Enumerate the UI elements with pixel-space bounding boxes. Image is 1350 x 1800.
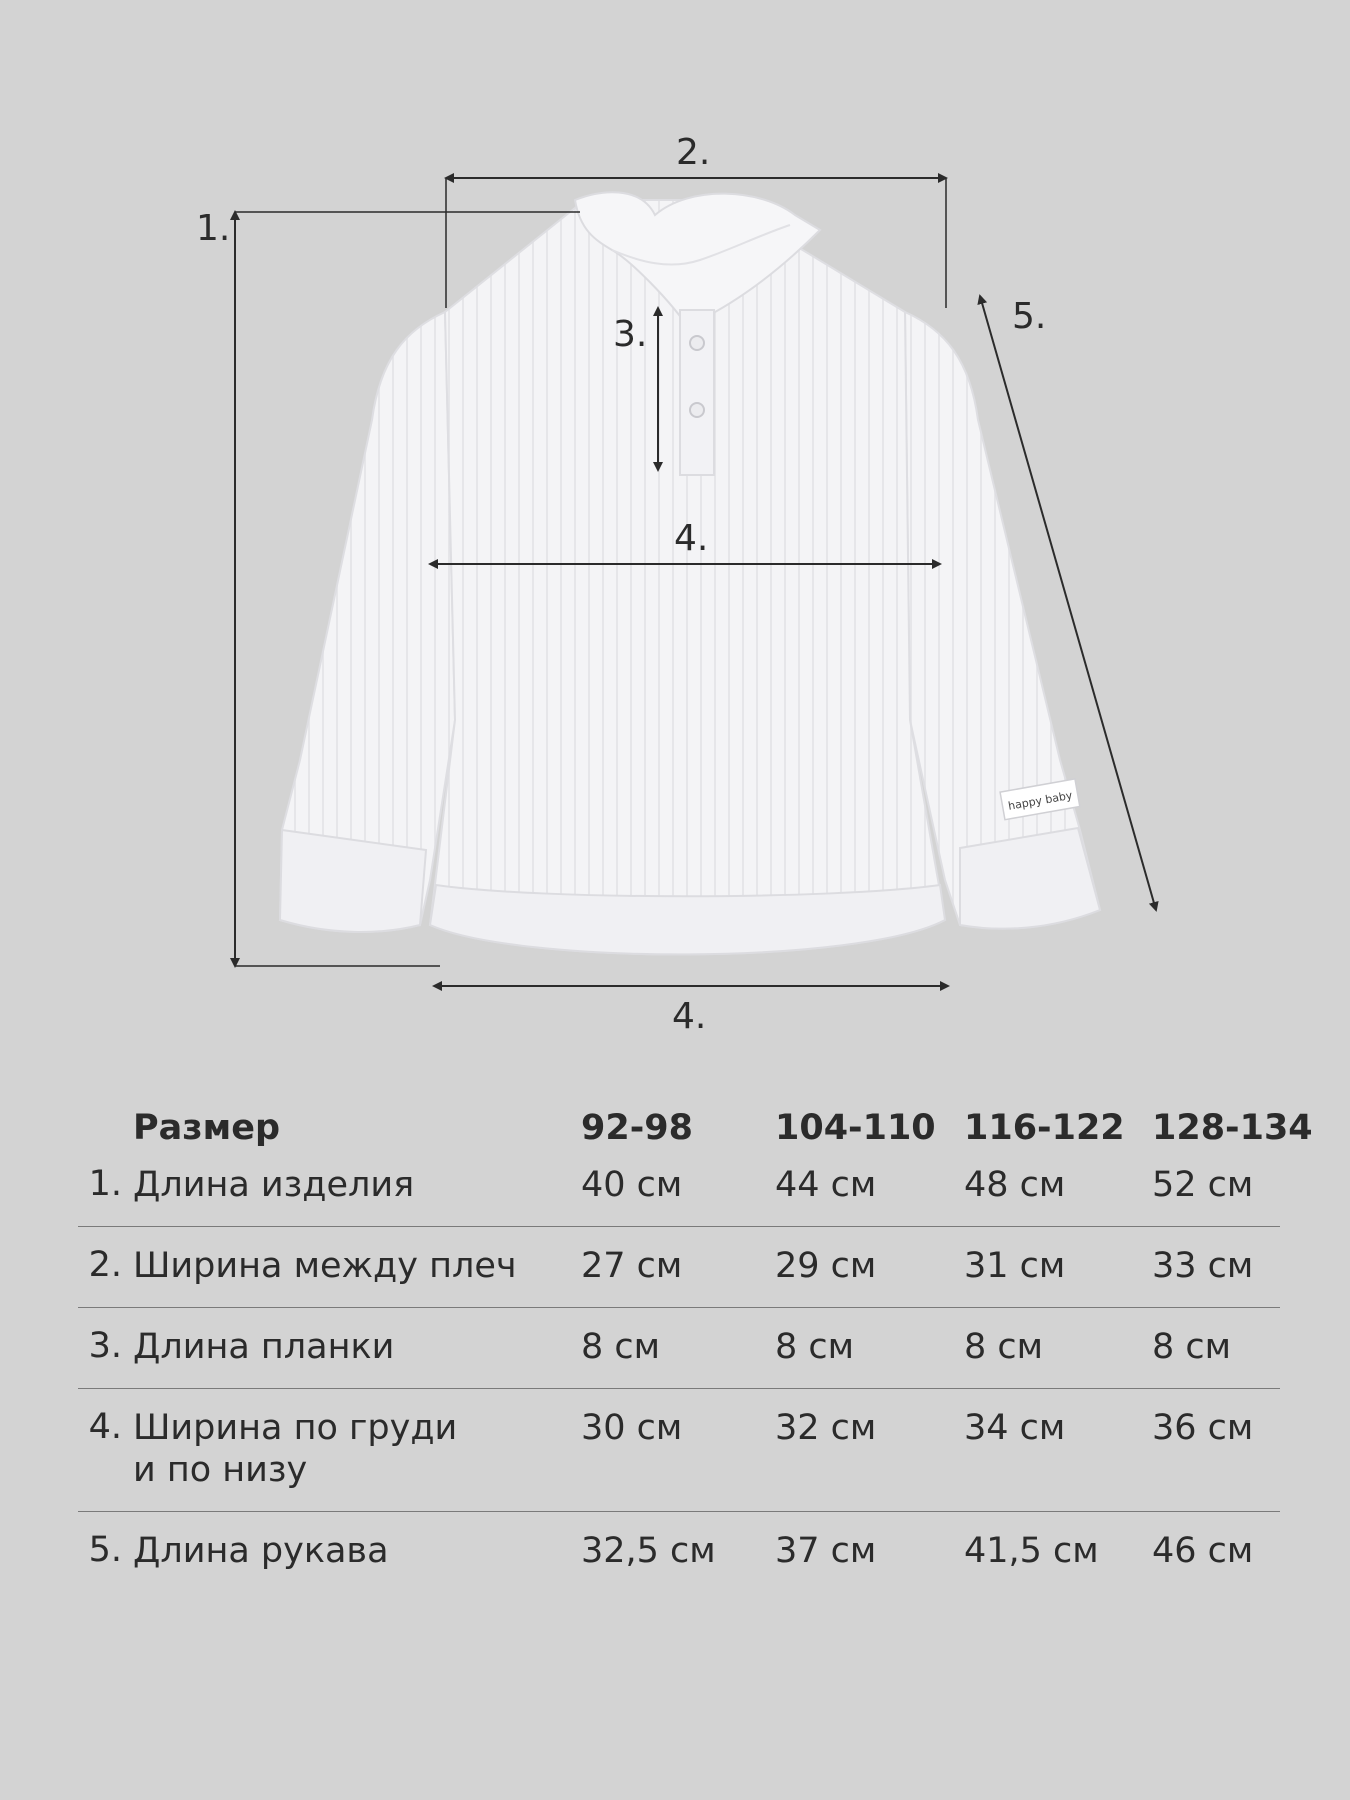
size-table — [78, 1100, 1313, 1592]
row-value: 29 см — [775, 1246, 877, 1286]
row-number: 3. — [88, 1326, 122, 1366]
row-value: 37 см — [775, 1531, 877, 1571]
row-name: Длина планки — [133, 1327, 395, 1367]
row-value: 41,5 см — [964, 1531, 1099, 1571]
row-number: 1. — [88, 1164, 122, 1204]
dimension-label-2: 2. — [676, 132, 711, 173]
table-row — [78, 1227, 1280, 1308]
row-value: 34 см — [964, 1408, 1066, 1448]
row-value: 8 см — [964, 1327, 1044, 1367]
row-number: 4. — [88, 1407, 122, 1447]
row-value: 8 см — [775, 1327, 855, 1367]
row-value: 8 см — [1152, 1327, 1232, 1367]
table-row — [78, 1389, 1280, 1512]
header-size-3: 116-122 — [964, 1108, 1125, 1148]
dimension-label-3: 3. — [613, 314, 648, 355]
table-row — [78, 1156, 1280, 1227]
row-value: 27 см — [581, 1246, 683, 1286]
row-value: 33 см — [1152, 1246, 1254, 1286]
row-value: 32 см — [775, 1408, 877, 1448]
row-value: 36 см — [1152, 1408, 1254, 1448]
row-value: 44 см — [775, 1165, 877, 1205]
placket — [680, 310, 714, 475]
shirt-illustration — [280, 192, 1100, 954]
row-name: Ширина между плеч — [133, 1246, 517, 1286]
row-name: Длина изделия — [133, 1165, 415, 1205]
row-value: 31 см — [964, 1246, 1066, 1286]
snap-button-bottom — [690, 403, 704, 417]
row-value: 46 см — [1152, 1531, 1254, 1571]
row-value: 8 см — [581, 1327, 661, 1367]
row-name-two-line — [122, 1407, 581, 1491]
row-value: 30 см — [581, 1408, 683, 1448]
size-table-header — [78, 1100, 1313, 1156]
row-value: 48 см — [964, 1165, 1066, 1205]
row-value: 32,5 см — [581, 1531, 716, 1571]
dimension-label-1: 1. — [196, 208, 231, 249]
header-size-4: 128-134 — [1152, 1108, 1313, 1148]
row-name: Длина рукава — [133, 1531, 389, 1571]
row-number: 5. — [88, 1530, 122, 1570]
snap-button-top — [690, 336, 704, 350]
table-row — [78, 1308, 1280, 1389]
hem-band — [430, 885, 945, 954]
dimension-label-5: 5. — [1012, 296, 1047, 337]
dimension-label-4-chest: 4. — [674, 518, 709, 559]
header-size-label: Размер — [133, 1108, 281, 1148]
table-row — [78, 1512, 1280, 1592]
brand-tag-text: happy baby — [1007, 788, 1074, 813]
row-name-line-1: Ширина по груди — [133, 1408, 458, 1448]
row-number: 2. — [88, 1245, 122, 1285]
row-value: 40 см — [581, 1165, 683, 1205]
row-name-line-2: и по низу — [133, 1450, 308, 1490]
header-size-1: 92-98 — [581, 1108, 693, 1148]
row-value: 52 см — [1152, 1165, 1254, 1205]
header-size-2: 104-110 — [775, 1108, 936, 1148]
dimension-label-4-hem: 4. — [672, 996, 707, 1037]
